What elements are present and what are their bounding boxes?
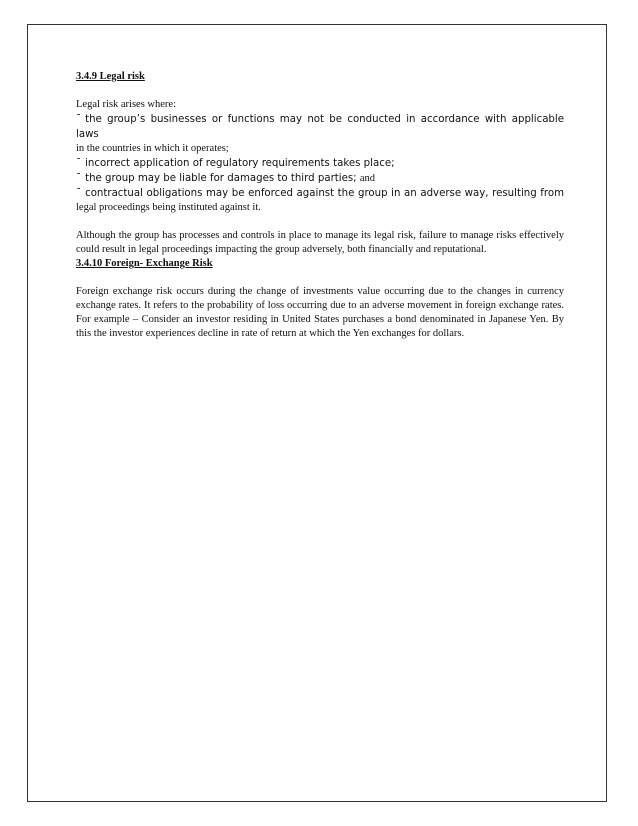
legal-risk-heading: 3.4.9 Legal risk: [76, 71, 145, 82]
document-body: [76, 70, 564, 341]
bullet-marker: ¯: [76, 158, 82, 169]
legal-risk-bullet-4-continuation: legal proceedings being instituted against it.: [76, 202, 261, 213]
fx-risk-heading: 3.4.10 Foreign- Exchange Risk: [76, 258, 213, 269]
legal-risk-bullet-4: [76, 186, 564, 201]
bullet-3-and: and: [359, 173, 376, 184]
bullet-3-text: the group may be liable for damages to third parties;: [85, 173, 357, 184]
legal-risk-bullet-2: [76, 156, 564, 171]
bullet-marker: ¯: [76, 188, 82, 199]
bullet-marker: ¯: [76, 173, 82, 184]
fx-risk-paragraph: Foreign exchange risk occurs during the change of investments value occurring due to the changes in currency exchange rates. It refers to the probability of loss occurring due to an adverse movement in foreign exchange rates. For example – Consider an investor residing in United States purchases a bond denominated in Japanese Yen. By this the investor experiences decline in rate of return at which the Yen exchanges for dollars.: [76, 286, 564, 339]
legal-risk-bullet-1-continuation: in the countries in which it operates;: [76, 143, 229, 154]
legal-risk-paragraph: Although the group has processes and controls in place to manage its legal risk, failure to manage risks effectively could result in legal proceedings impacting the group adversely, both financially and reputational.: [76, 230, 564, 255]
bullet-4-text: contractual obligations may be enforced against the group in an adverse way, resulting from: [85, 188, 564, 199]
legal-risk-bullet-3: [76, 171, 564, 186]
bullet-marker: ¯: [76, 114, 82, 125]
legal-risk-bullet-1: [76, 112, 564, 142]
legal-risk-intro: Legal risk arises where:: [76, 99, 177, 110]
bullet-1-text: the group’s businesses or functions may not be conducted in accordance with applicable laws: [76, 114, 564, 140]
bullet-2-text: incorrect application of regulatory requirements takes place;: [85, 158, 395, 169]
